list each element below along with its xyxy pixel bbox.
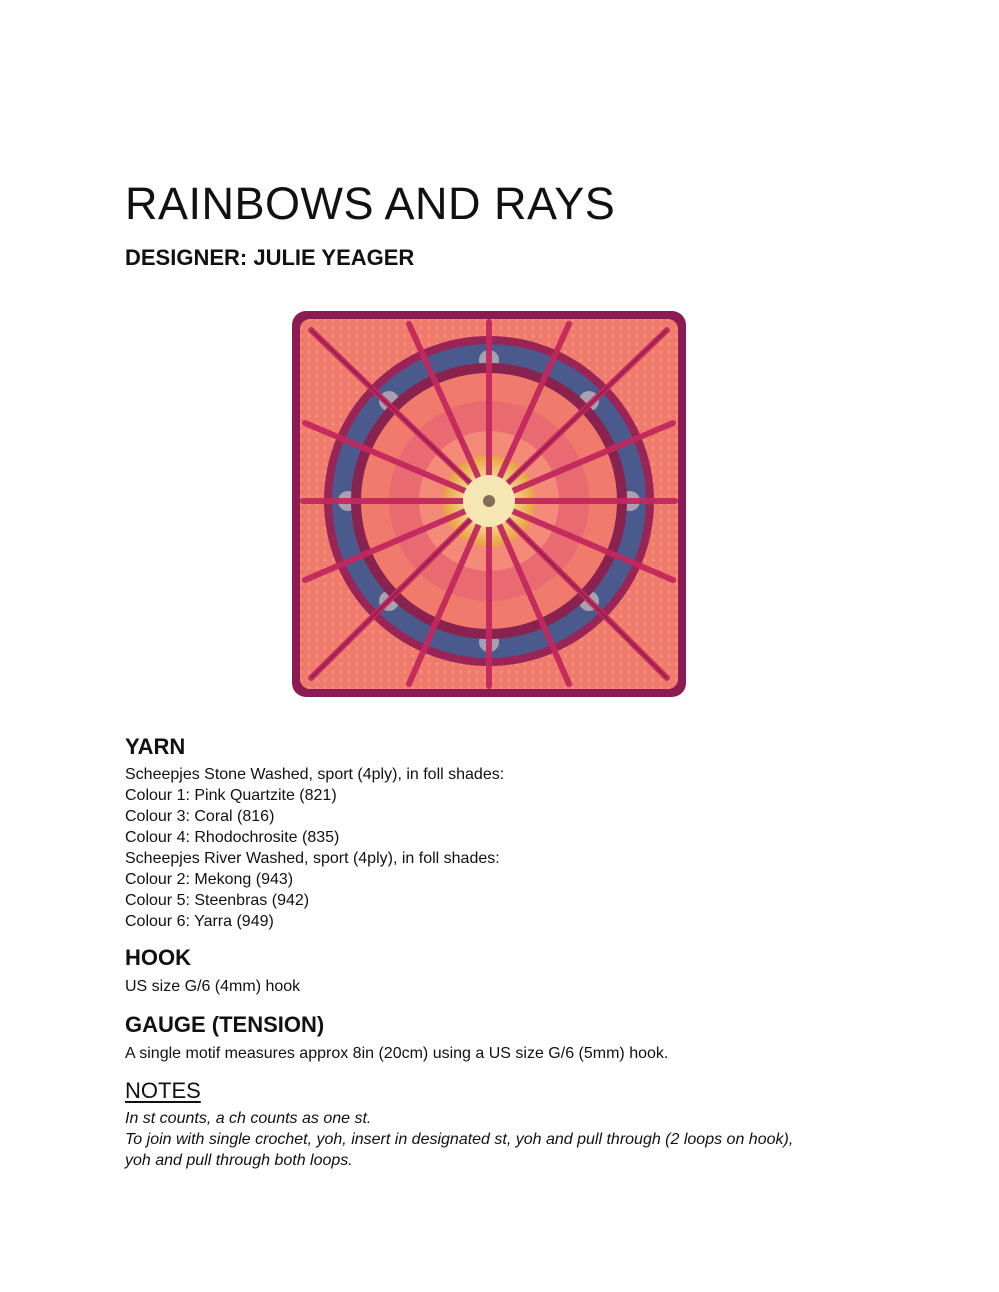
notes-section xyxy=(125,1077,793,1171)
designer-credit: DESIGNER: JULIE YEAGER xyxy=(125,245,415,270)
gauge-line: A single motif measures approx 8in (20cm) using a US size G/6 (5mm) hook. xyxy=(125,1045,669,1062)
hook-heading: HOOK xyxy=(125,945,191,970)
gauge-heading: GAUGE (TENSION) xyxy=(125,1012,325,1037)
yarn-line: Colour 6: Yarra (949) xyxy=(125,913,274,930)
notes-line: yoh and pull through both loops. xyxy=(125,1152,353,1169)
yarn-line: Colour 2: Mekong (943) xyxy=(125,871,294,888)
yarn-line: Colour 5: Steenbras (942) xyxy=(125,892,310,909)
yarn-line: Colour 4: Rhodochrosite (835) xyxy=(125,829,340,846)
notes-heading: NOTES xyxy=(125,1078,201,1103)
yarn-section xyxy=(125,733,504,932)
notes-line: In st counts, a ch counts as one st. xyxy=(125,1110,372,1127)
notes-line: To join with single crochet, yoh, insert in designated st, yoh and pull through (2 loops on hook), xyxy=(125,1131,794,1148)
hook-section xyxy=(125,944,300,997)
hook-line: US size G/6 (4mm) hook xyxy=(125,978,301,995)
crochet-motif-photo xyxy=(289,308,689,700)
yarn-line: Scheepjes Stone Washed, sport (4ply), in foll shades: xyxy=(125,766,505,783)
yarn-list xyxy=(125,764,504,932)
yarn-line: Colour 3: Coral (816) xyxy=(125,808,275,825)
yarn-heading: YARN xyxy=(125,734,186,759)
yarn-line: Colour 1: Pink Quartzite (821) xyxy=(125,787,337,804)
gauge-section xyxy=(125,1011,668,1064)
pattern-title: RAINBOWS AND RAYS xyxy=(125,178,616,229)
yarn-line: Scheepjes River Washed, sport (4ply), in foll shades: xyxy=(125,850,500,867)
